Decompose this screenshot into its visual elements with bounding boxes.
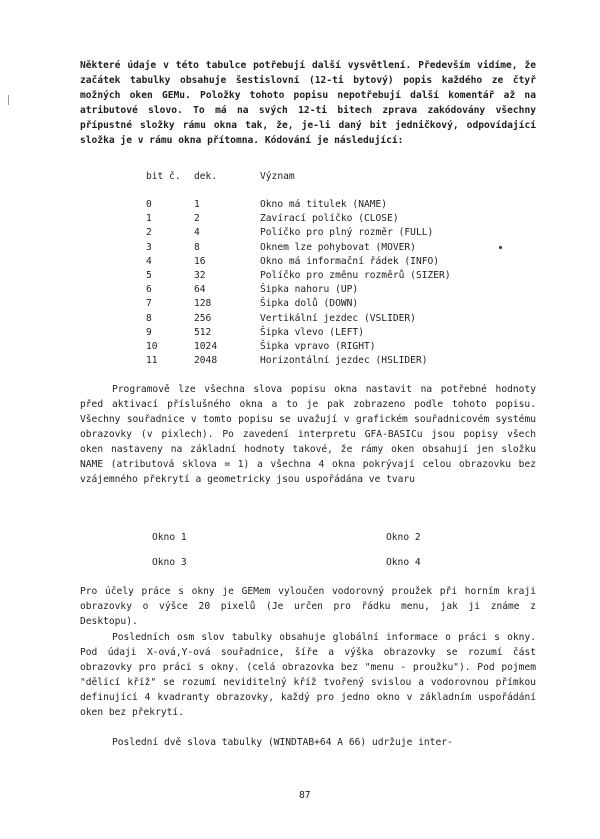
table-row: [146, 284, 520, 298]
menu-strip-paragraph: Pro účely práce s okny je GEMem vyloučen vodorovný proužek při horním kraji obrazovky o výšce 20 pixelů (Je určen pro řádku menu, jak ji známe z Desktopu).: [80, 586, 536, 627]
header-vyznam: Význam: [260, 171, 295, 182]
meaning-cell: Políčko pro plný rozměr (FULL): [260, 227, 434, 239]
dec-cell: 32: [194, 269, 206, 281]
page-number: 87: [299, 790, 311, 801]
bit-cell: 11: [146, 355, 158, 367]
meaning-cell: Šipka vlevo (LEFT): [260, 326, 364, 338]
bit-cell: 2: [146, 227, 152, 239]
meaning-cell: Horizontální jezdec (HSLIDER): [260, 355, 428, 367]
table-row: [146, 313, 520, 327]
dec-cell: 4: [194, 227, 200, 239]
table-row: [146, 341, 520, 355]
table-row: [146, 355, 520, 369]
dec-cell: 2048: [194, 355, 218, 367]
dec-cell: 1024: [194, 340, 218, 352]
bit-cell: 9: [146, 326, 152, 338]
window-3-label: Okno 3: [152, 557, 187, 568]
table-row: [146, 199, 520, 213]
bit-cell: 3: [146, 241, 152, 253]
meaning-cell: Políčko pro změnu rozměrů (SIZER): [260, 269, 451, 281]
bit-cell: 1: [146, 213, 152, 225]
bit-cell: 0: [146, 199, 152, 210]
meaning-cell: Šipka vpravo (RIGHT): [260, 340, 376, 352]
meaning-cell: Oknem lze pohybovat (MOVER): [260, 241, 416, 253]
dec-cell: 16: [194, 255, 206, 267]
last-words-paragraph: Poslední dvě slova tabulky (WINDTAB+64 A 66) udržuje inter-: [112, 737, 453, 748]
table-row: [146, 213, 520, 227]
stray-dot: [499, 246, 502, 249]
table-row: [146, 242, 520, 256]
bit-cell: 7: [146, 298, 152, 310]
bit-cell: 6: [146, 284, 152, 296]
dec-cell: 8: [194, 241, 200, 253]
dec-cell: 128: [194, 298, 212, 310]
header-bit: bit č.: [146, 171, 181, 182]
bit-cell: 8: [146, 312, 152, 324]
meaning-cell: Šipka nahoru (UP): [260, 284, 359, 296]
table-row: [146, 270, 520, 284]
dec-cell: 1: [194, 199, 200, 210]
table-header-row: [146, 171, 520, 199]
initial-values-paragraph: Programově lze všechna slova popisu okna nastavit na potřebné hodnoty před aktivací příslušného okna a to je pak zobrazeno podle tohoto popisu. Všechny souřadnice v tomto popisu se uvažují v grafickém souřadnicovém systému obrazovky (v pixlech). Po zavedení interpretu GFA-BASICu jsou popisy všech oken nastaveny na základní hodnoty takové, že rámy oken obsahují jen složku NAME (atributová sklova = 1) a všechna 4 okna pokrývají celou obrazovku bez vzájemného překrytí a geometricky jsou uspořádána ve tvaru: [80, 384, 536, 485]
bit-cell: 4: [146, 255, 152, 267]
dec-cell: 64: [194, 284, 206, 296]
attribute-bits-table: [146, 171, 520, 369]
bit-cell: 10: [146, 340, 158, 352]
bit-cell: 5: [146, 269, 152, 281]
scan-margin-mark: [8, 95, 11, 105]
table-row: [146, 298, 520, 312]
window-4-label: Okno 4: [386, 557, 421, 568]
header-dek: dek.: [194, 171, 218, 182]
window-2-label: Okno 2: [386, 532, 421, 543]
table-row: [146, 256, 520, 270]
meaning-cell: Šipka dolů (DOWN): [260, 298, 359, 310]
window-1-label: Okno 1: [152, 532, 187, 543]
intro-paragraph: Některé údaje v této tabulce potřebují další vysvětlení. Především vidíme, že začátek tabulky obsahuje šestislovní (12-ti bytový) popis každého ze čtyř možných oken GEMu. Položky tohoto popisu nepotřebují další komentář až na atributové slovo. To má na svých 12-ti bitech zprava zakódovány všechny přípustné složky rámu okna tak, že, je-li daný bit jedničkový, odpovídající složka je v rámu okna přítomna. Kódování je následující:: [80, 60, 536, 146]
meaning-cell: Vertikální jezdec (VSLIDER): [260, 312, 416, 324]
meaning-cell: Zavírací políčko (CLOSE): [260, 213, 399, 225]
dec-cell: 512: [194, 326, 212, 338]
table-row: [146, 227, 520, 241]
dec-cell: 2: [194, 213, 200, 225]
meaning-cell: Okno má titulek (NAME): [260, 199, 388, 210]
dec-cell: 256: [194, 312, 212, 324]
table-row: [146, 327, 520, 341]
global-info-paragraph: Posledních osm slov tabulky obsahuje globální informace o práci s okny. Pod údaji X-ová,Y-ová souřadnice, šíře a výška obrazovky se rozumí část obrazovky pro práci s okny. (celá obrazovka bez "menu - proužku"). Pod pojmem "dělící kříž" se rozumí neviditelný kříž tvořený svislou a vodorovnou přímkou definující 4 kvadranty obrazovky, každý pro jedno okno v základním uspořádání oken bez překrytí.: [80, 632, 536, 718]
meaning-cell: Okno má informační řádek (INFO): [260, 255, 440, 267]
